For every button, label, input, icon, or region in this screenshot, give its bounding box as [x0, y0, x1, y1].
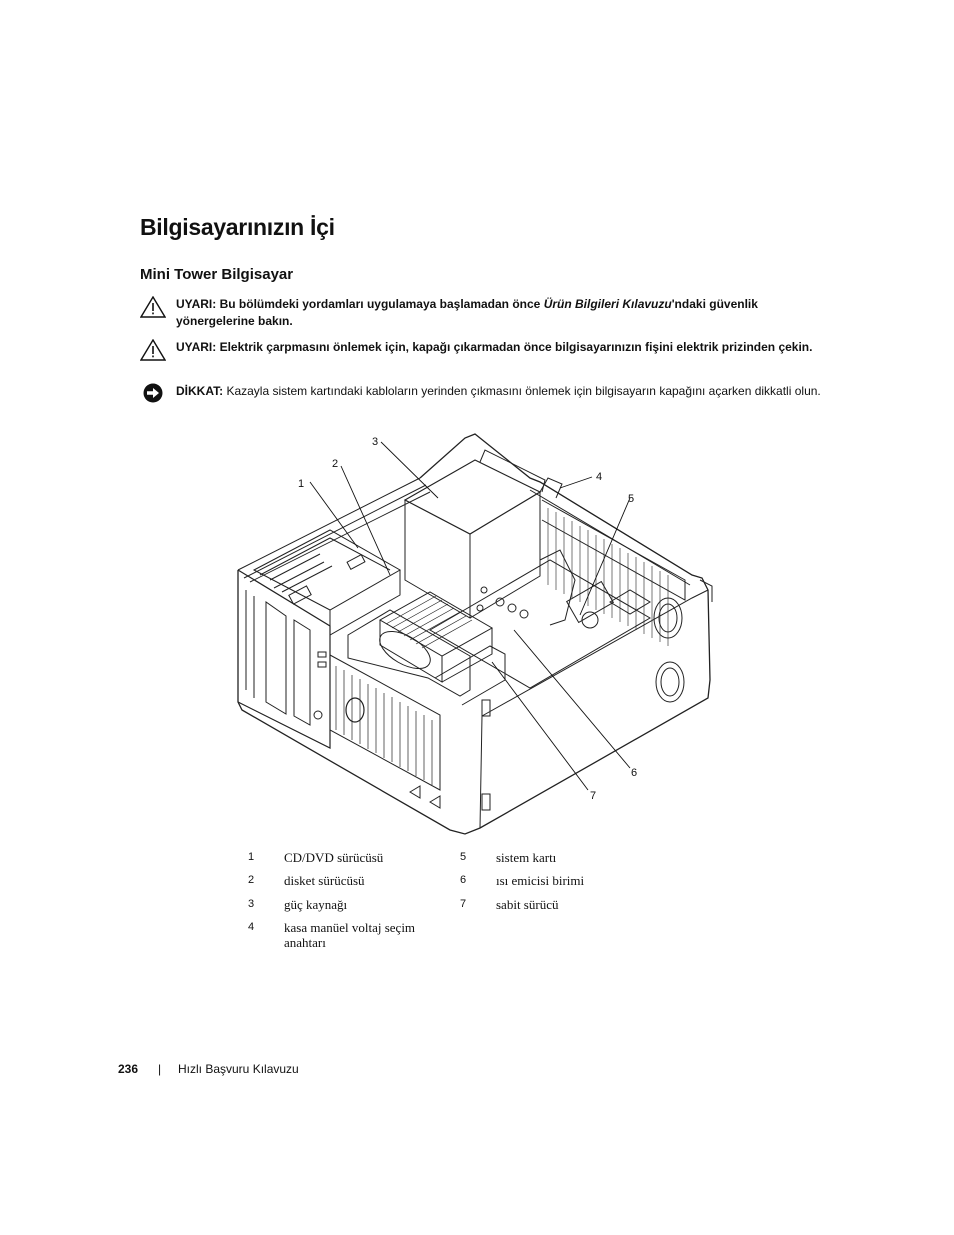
manual-reference: Ürün Bilgileri Kılavuzu [543, 297, 672, 311]
page-number: 236 [118, 1062, 139, 1076]
caution-body: Kazayla sistem kartındaki kabloların yerinden çıkmasını önlemek için bilgisayarın kapağını açarken dikkatli olun. [226, 384, 821, 398]
computer-interior-illustration [230, 430, 720, 840]
page-footer [118, 1062, 418, 1078]
warning-triangle-icon [140, 296, 166, 318]
warning-label: UYARI: [176, 340, 217, 354]
callout-1: 1 [298, 478, 305, 490]
warning-label: UYARI: [176, 297, 217, 311]
warning-notice [140, 296, 820, 332]
legend-text: disket sürücüsü [284, 873, 365, 888]
legend-text: CD/DVD sürücüsü [284, 850, 384, 865]
callout-3: 3 [372, 436, 379, 448]
warning-notice [140, 339, 820, 375]
warning-text [176, 339, 821, 356]
legend-text: kasa manüel voltaj seçim anahtarı [284, 920, 416, 950]
footer-separator: | [158, 1062, 162, 1076]
page-title: Bilgisayarınızın İçi [140, 214, 335, 240]
warning-body: Bu bölümdeki yordamları uygulamaya başlamadan önce [219, 297, 544, 311]
callout-7: 7 [590, 790, 597, 802]
legend-number: 4 [248, 921, 255, 933]
legend-number: 3 [248, 898, 255, 910]
legend-text: sistem kartı [496, 850, 557, 865]
caution-notice [140, 383, 820, 419]
section-heading: Mini Tower Bilgisayar [140, 266, 294, 283]
legend-text: ısı emicisi birimi [496, 873, 585, 888]
warning-triangle-icon [140, 339, 166, 361]
legend-number: 6 [460, 874, 467, 886]
callout-2: 2 [332, 458, 339, 470]
legend-number: 2 [248, 874, 255, 886]
caution-text [176, 383, 821, 400]
legend-number: 1 [248, 851, 255, 863]
legend-number: 5 [460, 851, 467, 863]
figure-legend [248, 846, 668, 956]
footer-doc-title: Hızlı Başvuru Kılavuzu [178, 1062, 299, 1076]
warning-body: Elektrik çarpmasını önlemek için, kapağı çıkarmadan önce bilgisayarınızın fişini elektrik prizinden çekin. [219, 340, 813, 354]
callout-5: 5 [628, 493, 635, 505]
legend-text: sabit sürücü [496, 897, 559, 912]
caution-arrow-icon [140, 383, 166, 405]
warning-text [176, 296, 821, 330]
legend-text: güç kaynağı [284, 897, 348, 912]
callout-4: 4 [596, 471, 603, 483]
legend-number: 7 [460, 898, 467, 910]
warning-body-end: 'ndaki güvenlik yönergelerine bakın. [176, 297, 758, 328]
caution-label: DİKKAT: [176, 384, 224, 398]
callout-6: 6 [631, 767, 638, 779]
